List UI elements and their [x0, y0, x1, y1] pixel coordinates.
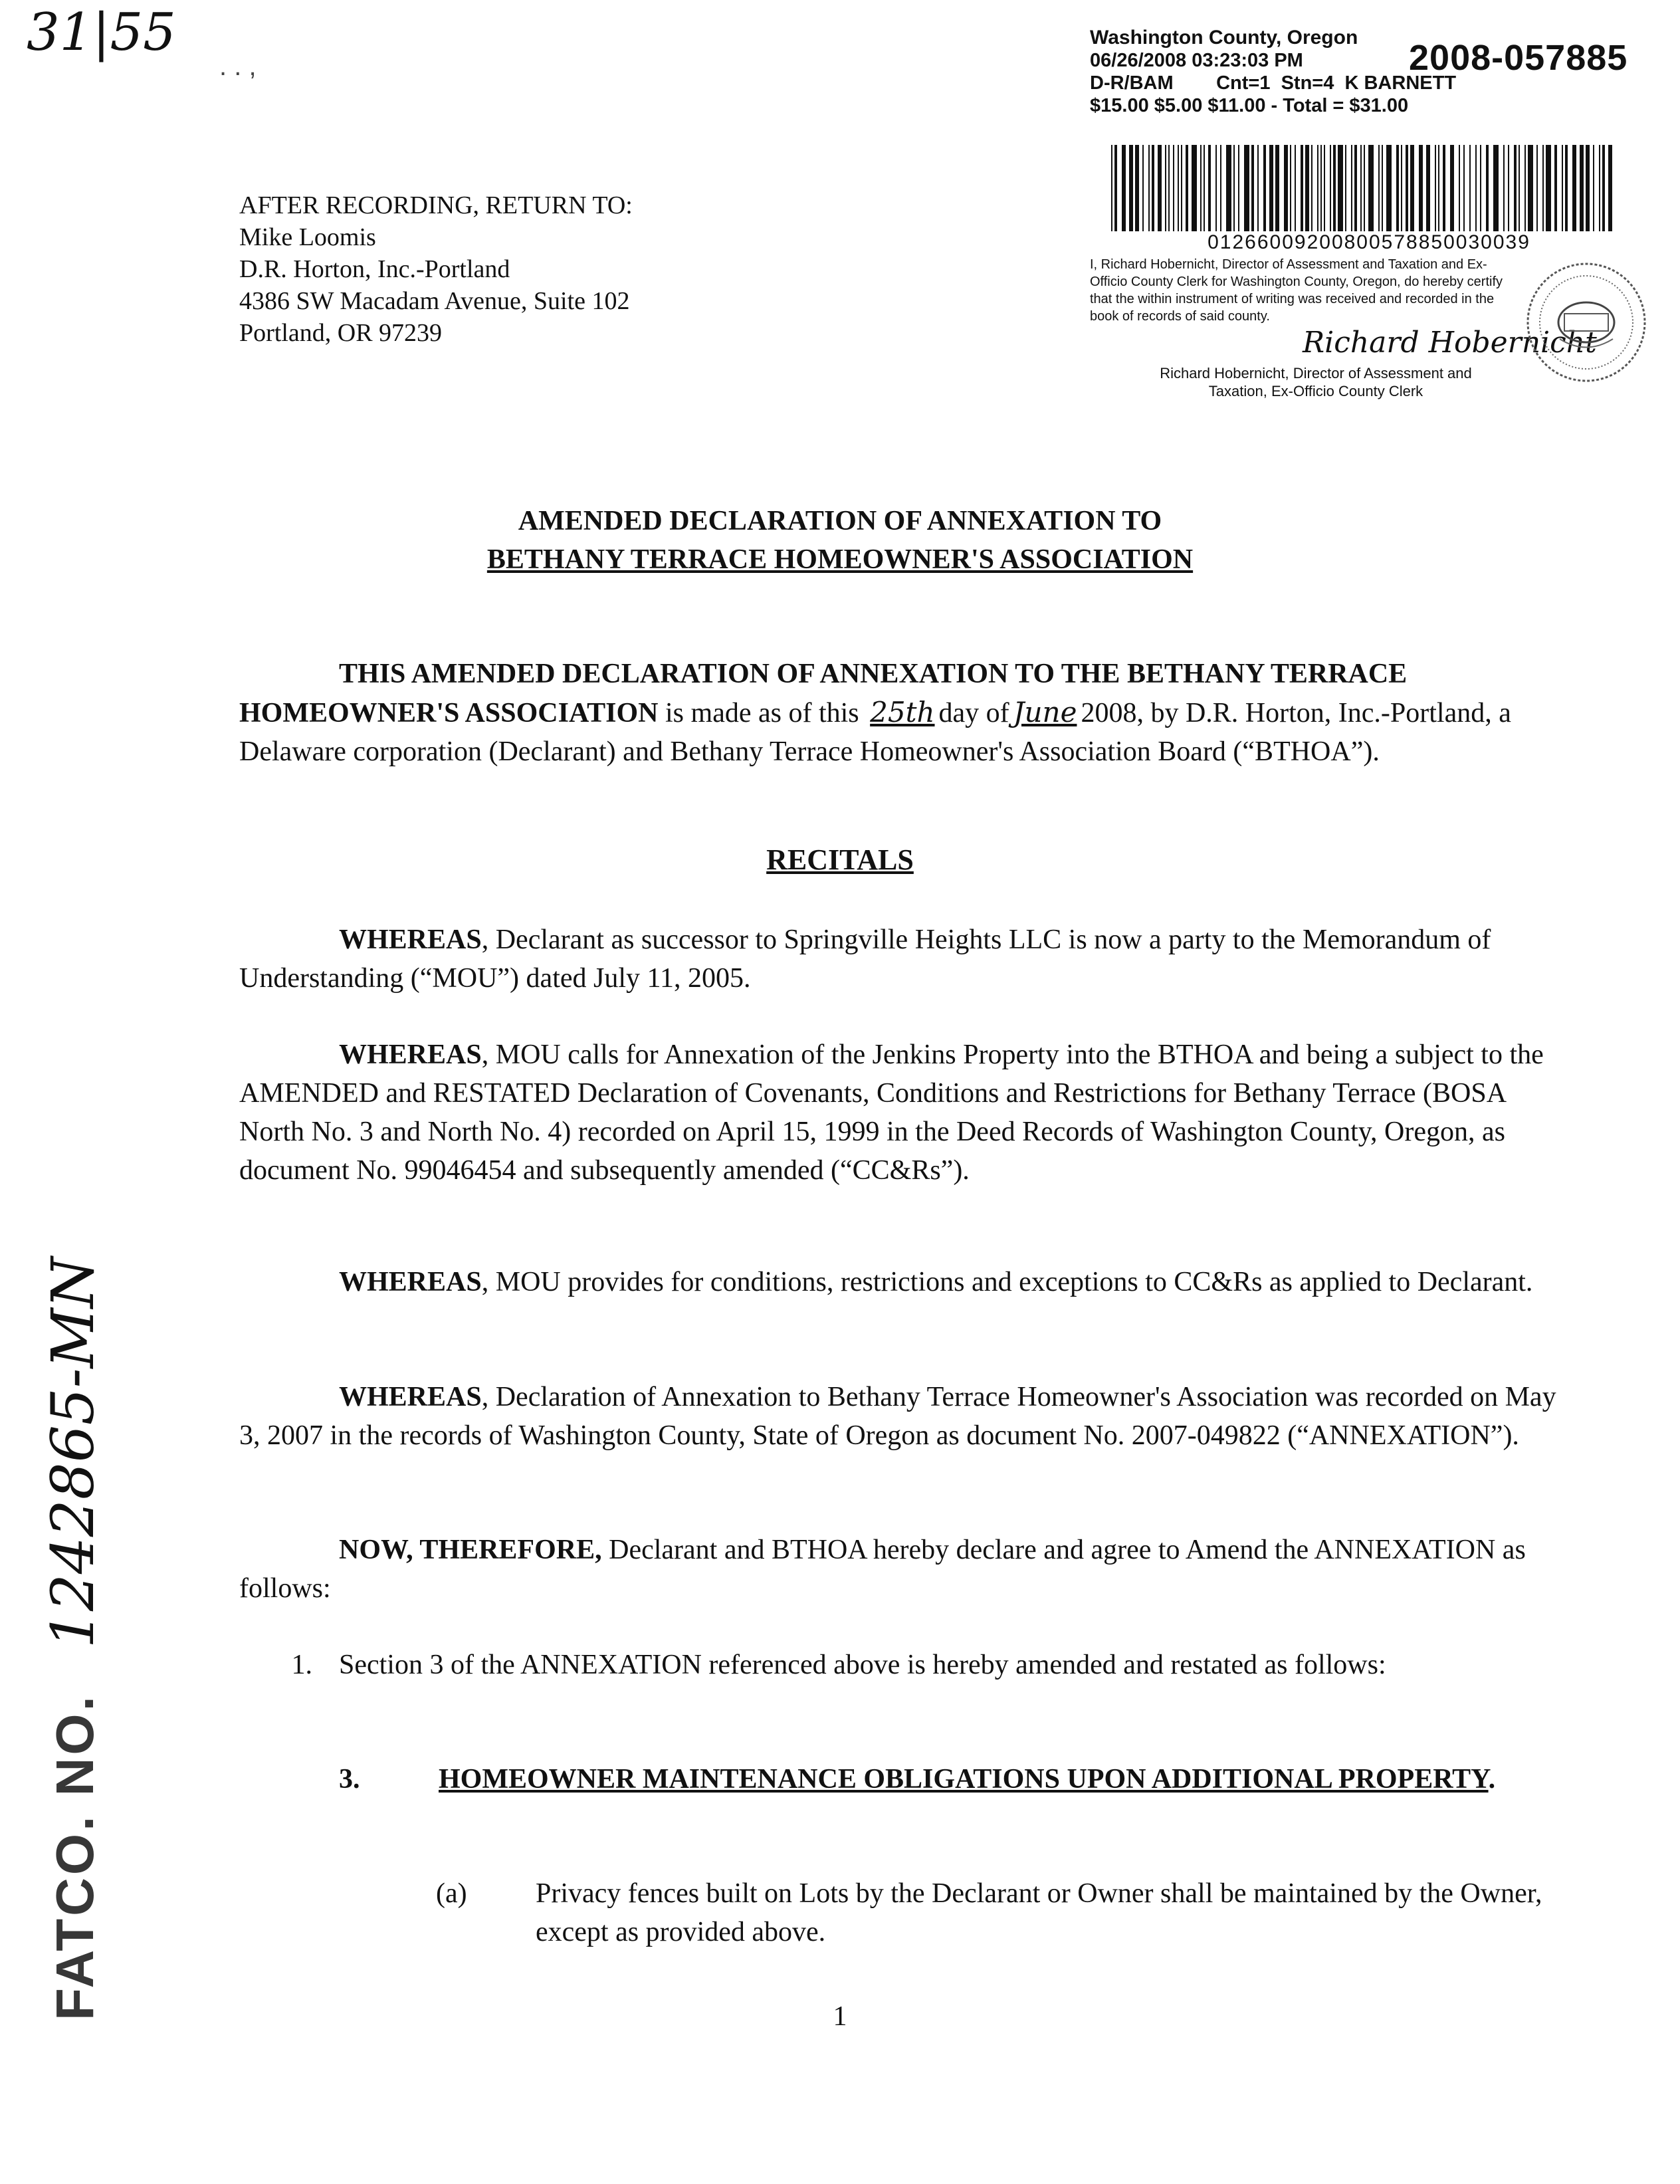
- barcode-bar: [1463, 145, 1465, 231]
- handwritten-file-number: [37, 1257, 110, 2020]
- barcode-bar: [1263, 145, 1266, 231]
- barcode-bar: [1290, 145, 1291, 231]
- barcode-bar: [1284, 145, 1288, 231]
- barcode-bar: [1450, 145, 1454, 231]
- barcode-bar: [1330, 145, 1331, 231]
- page-number: 1: [833, 2001, 847, 2032]
- section-number: 3.: [339, 1764, 360, 1795]
- barcode: [1110, 145, 1615, 231]
- handwritten-month: June: [1013, 696, 1077, 728]
- barcode-bar: [1168, 145, 1170, 231]
- amendment-item-1: [239, 1646, 1562, 1684]
- subsection-text: Privacy fences built on Lots by the Declarant or Owner shall be maintained by the Owner, except as provided above.: [536, 1878, 1542, 1947]
- clerk-title-line: Richard Hobernicht, Director of Assessment and: [1160, 365, 1472, 382]
- item-number: 1.: [291, 1650, 312, 1680]
- barcode-bar: [1364, 145, 1365, 231]
- handwritten-annotation-top: 31|55: [27, 3, 176, 62]
- county-seal: [1523, 259, 1649, 385]
- barcode-bar: [1410, 145, 1414, 231]
- barcode-bar: [1426, 145, 1430, 231]
- barcode-bar: [1251, 145, 1254, 231]
- barcode-bar: [1406, 145, 1408, 231]
- section-3a: [436, 1874, 1566, 1951]
- recital-paragraph: [239, 1378, 1562, 1455]
- barcode-bar: [1158, 145, 1162, 231]
- barcode-bar: [1142, 145, 1144, 231]
- barcode-bar: [1554, 145, 1557, 231]
- barcode-bar: [1233, 145, 1235, 231]
- barcode-bar: [1562, 145, 1563, 231]
- section-3-heading: [339, 1760, 1562, 1799]
- barcode-bar: [1295, 145, 1296, 231]
- title-line-2: BETHANY TERRACE HOMEOWNER'S ASSOCIATION: [486, 544, 1194, 575]
- return-line: D.R. Horton, Inc.-Portland: [239, 255, 510, 283]
- title-line-1: AMENDED DECLARATION OF ANNEXATION TO: [518, 506, 1162, 536]
- recital-paragraph: [239, 1263, 1562, 1301]
- barcode-bar: [1503, 145, 1505, 231]
- recording-county: Washington County, Oregon: [1090, 27, 1358, 49]
- document-title: [0, 502, 1680, 579]
- barcode-bar: [1148, 145, 1150, 231]
- barcode-bar: [1311, 145, 1312, 231]
- barcode-bar: [1514, 145, 1517, 231]
- recital-text: , Declarant as successor to Springville Heights LLC is now a party to the Memorandum of Understanding (“MOU”) dated July 11, 2005.: [239, 925, 1491, 994]
- operative-lead: NOW, THEREFORE,: [339, 1535, 602, 1565]
- fatco-stamp: FATCO. NO.: [45, 1693, 104, 2020]
- intro-text: is made as of this: [658, 698, 867, 728]
- barcode-bar: [1181, 145, 1182, 231]
- barcode-bar: [1244, 145, 1249, 231]
- barcode-bar: [1186, 145, 1188, 231]
- barcode-bar: [1546, 145, 1551, 231]
- barcode-bar: [1475, 145, 1477, 231]
- item-text: Section 3 of the ANNEXATION referenced above is hereby amended and restated as follows:: [339, 1650, 1386, 1680]
- barcode-bar: [1269, 145, 1273, 231]
- barcode-bar: [1173, 145, 1174, 231]
- barcode-bar: [1354, 145, 1357, 231]
- barcode-number: 01266009200800578850030039: [1208, 231, 1530, 253]
- operative-paragraph: [239, 1531, 1562, 1608]
- recording-doc-number: 2008-057885: [1409, 38, 1628, 78]
- recital-lead: WHEREAS: [339, 1267, 482, 1297]
- barcode-bar: [1443, 145, 1445, 231]
- barcode-bar: [1438, 145, 1439, 231]
- barcode-bar: [1565, 145, 1568, 231]
- barcode-bar: [1111, 145, 1112, 231]
- recital-text: , Declaration of Annexation to Bethany Terrace Homeowner's Association was recorded on May 3, 2007 in the records of Washington County, State of Oregon as document No. 2007-049822 (“ANNEXATION”).: [239, 1382, 1556, 1451]
- section-period: .: [1488, 1764, 1496, 1795]
- barcode-bar: [1305, 145, 1309, 231]
- stray-marks: . . ,: [219, 52, 257, 81]
- recitals-heading: RECITALS: [766, 843, 914, 876]
- barcode-bar: [1226, 145, 1231, 231]
- barcode-bar: [1345, 145, 1346, 231]
- barcode-bar: [1204, 145, 1205, 231]
- return-heading: AFTER RECORDING, RETURN TO:: [239, 191, 633, 219]
- return-line: Mike Loomis: [239, 223, 376, 251]
- barcode-bar: [1324, 145, 1325, 231]
- barcode-bar: [1486, 145, 1489, 231]
- barcode-bar: [1586, 145, 1590, 231]
- recital-lead: WHEREAS: [339, 1382, 482, 1412]
- barcode-bar: [1257, 145, 1259, 231]
- intro-paragraph: [239, 655, 1562, 771]
- intro-text: 2008, by D.R. Horton, Inc.-Portland, a Delaware corporation (Declarant) and Bethany Terrace Homeowner's Association Board (“BTHOA”).: [239, 698, 1511, 767]
- barcode-bar: [1493, 145, 1499, 231]
- barcode-bar: [1480, 145, 1481, 231]
- barcode-bar: [1238, 145, 1239, 231]
- barcode-bar: [1165, 145, 1166, 231]
- recording-datetime: 06/26/2008 03:23:03 PM: [1090, 50, 1303, 71]
- barcode-bar: [1386, 145, 1392, 231]
- barcode-bar: [1524, 145, 1526, 231]
- clerk-title: [1103, 364, 1528, 400]
- barcode-bar: [1469, 145, 1471, 231]
- recital-paragraph: [239, 1036, 1562, 1190]
- barcode-bar: [1122, 145, 1126, 231]
- barcode-bar: [1608, 145, 1612, 231]
- recording-stamp: [1090, 27, 1635, 117]
- subsection-number: (a): [436, 1878, 467, 1909]
- barcode-bar: [1338, 145, 1343, 231]
- clerk-title-line: Taxation, Ex-Officio County Clerk: [1208, 383, 1423, 399]
- barcode-bar: [1536, 145, 1538, 231]
- barcode-bar: [1602, 145, 1605, 231]
- barcode-bar: [1519, 145, 1520, 231]
- barcode-bar: [1200, 145, 1202, 231]
- barcode-bar: [1301, 145, 1303, 231]
- clerk-signature: Richard Hobernicht: [1303, 326, 1597, 360]
- recital-lead: WHEREAS: [339, 925, 482, 955]
- barcode-bar: [1275, 145, 1279, 231]
- recording-certification: I, Richard Hobernicht, Director of Assessment and Taxation and Ex-Officio County Clerk for Washington County, Oregon, do hereby certify that the within instrument of writing was received and recorded in the book of records of said county.: [1090, 257, 1503, 324]
- return-address-block: [239, 189, 633, 349]
- barcode-bar: [1419, 145, 1423, 231]
- return-line: 4386 SW Macadam Avenue, Suite 102: [239, 287, 630, 315]
- barcode-bar: [1368, 145, 1374, 231]
- barcode-bar: [1215, 145, 1217, 231]
- operative-text: Declarant and BTHOA hereby declare and agree to Amend the ANNEXATION as follows:: [239, 1535, 1526, 1604]
- barcode-bar: [1508, 145, 1509, 231]
- barcode-bar: [1317, 145, 1318, 231]
- barcode-bar: [1351, 145, 1352, 231]
- recital-lead: WHEREAS: [339, 1039, 482, 1070]
- barcode-bar: [1396, 145, 1399, 231]
- intro-text: day of: [938, 698, 1009, 728]
- intro-bold: THIS AMENDED DECLARATION OF ANNEXATION TO THE BETHANY TERRACE HOMEOWNER'S ASSOCIATION: [239, 659, 1408, 728]
- barcode-bar: [1320, 145, 1322, 231]
- barcode-bar: [1382, 145, 1383, 231]
- barcode-bar: [1528, 145, 1533, 231]
- barcode-bar: [1378, 145, 1380, 231]
- barcode-bar: [1401, 145, 1402, 231]
- barcode-bar: [1114, 145, 1117, 231]
- recital-text: , MOU provides for conditions, restrictions and exceptions to CC&Rs as applied to Declarant.: [481, 1267, 1533, 1297]
- barcode-bar: [1178, 145, 1179, 231]
- file-number: 1242865-MN: [39, 1257, 107, 1649]
- barcode-bar: [1135, 145, 1139, 231]
- barcode-bar: [1129, 145, 1133, 231]
- return-line: Portland, OR 97239: [239, 319, 443, 347]
- barcode-bar: [1593, 145, 1594, 231]
- barcode-bar: [1599, 145, 1600, 231]
- section-title: HOMEOWNER MAINTENANCE OBLIGATIONS UPON ADDITIONAL PROPERTY: [439, 1764, 1489, 1795]
- handwritten-day: 25th: [870, 696, 935, 728]
- barcode-bar: [1152, 145, 1154, 231]
- recital-paragraph: [239, 921, 1562, 998]
- barcode-bar: [1208, 145, 1211, 231]
- recording-fees: $15.00 $5.00 $11.00 - Total = $31.00: [1090, 95, 1409, 116]
- barcode-bar: [1435, 145, 1436, 231]
- barcode-bar: [1333, 145, 1336, 231]
- recital-text: , MOU calls for Annexation of the Jenkins Property into the BTHOA and being a subject to the AMENDED and RESTATED Declaration of Covenants, Conditions and Restrictions for Bethany Terrace (BOSA North No. 3 and North No. 4) recorded on April 15, 1999 in the Deed Records of Washington County, Oregon, as document No. 99046454 and subsequently amended (“CC&Rs”).: [239, 1039, 1544, 1186]
- barcode-bar: [1220, 145, 1221, 231]
- barcode-bar: [1572, 145, 1576, 231]
- recording-clerk-info: D-R/BAM Cnt=1 Stn=4 K BARNETT: [1090, 72, 1457, 94]
- barcode-bar: [1542, 145, 1544, 231]
- barcode-bar: [1580, 145, 1584, 231]
- barcode-bar: [1192, 145, 1197, 231]
- barcode-bar: [1360, 145, 1362, 231]
- barcode-bar: [1459, 145, 1460, 231]
